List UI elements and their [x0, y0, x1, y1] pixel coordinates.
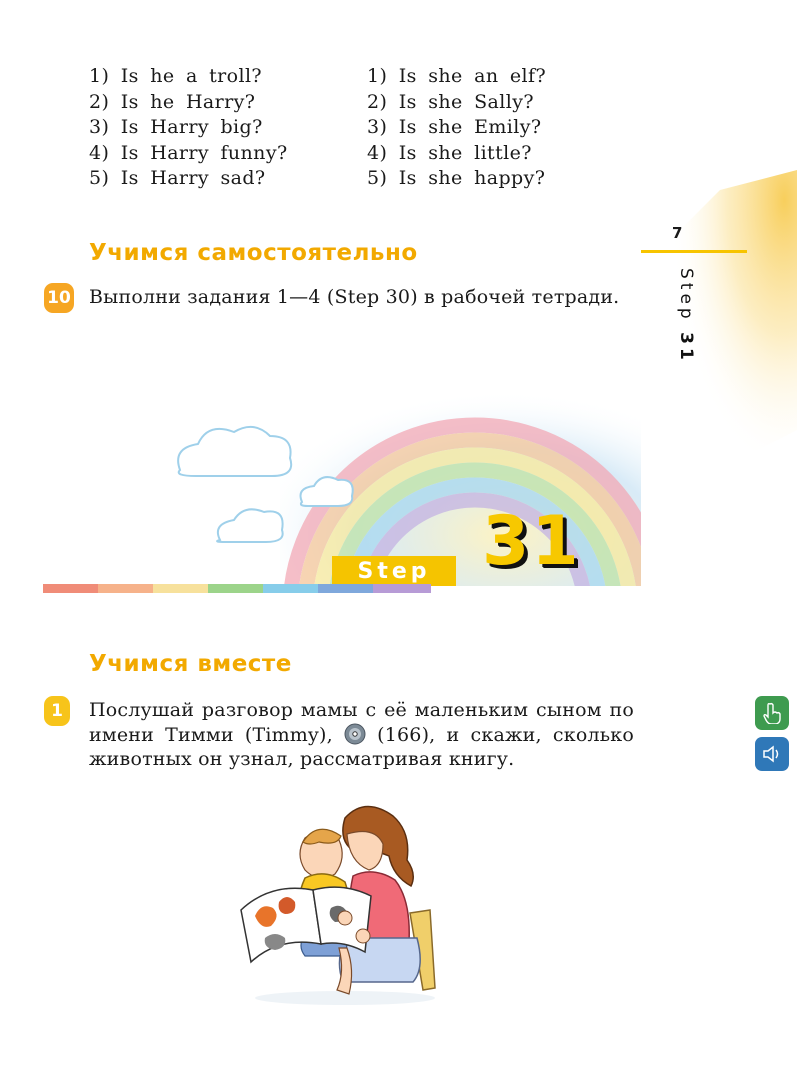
- mother-child-illustration: [235, 798, 445, 1008]
- speaker-icon: [762, 744, 782, 764]
- side-tab-step-number: 31: [676, 332, 696, 364]
- side-tab-unit-number: 7: [672, 224, 683, 242]
- banner-stripe: [208, 584, 263, 593]
- banner-stripe: [373, 584, 431, 593]
- task-number-badge: 1: [44, 696, 70, 726]
- question-list-left: [89, 64, 288, 192]
- question-item: 3) Is she Emily?: [367, 116, 542, 139]
- question-item: 3) Is Harry big?: [89, 116, 263, 139]
- section-heading-self: Учимся самостоятельно: [89, 240, 418, 266]
- question-item: 5) Is Harry sad?: [89, 167, 266, 190]
- banner-stripe: [98, 584, 153, 593]
- audio-button[interactable]: [755, 737, 789, 771]
- question-item: 1) Is she an elf?: [367, 65, 547, 87]
- banner-step-label: Step: [332, 556, 456, 586]
- question-item: 2) Is she Sally?: [367, 90, 534, 113]
- side-tab-label: [660, 268, 696, 408]
- question-item: 5) Is she happy?: [367, 167, 546, 190]
- question-item: 2) Is he Harry?: [89, 90, 256, 113]
- cd-audio-icon[interactable]: [344, 723, 366, 745]
- task-text-self: Выполни задания 1—4 (Step 30) в рабочей тетради.: [89, 286, 620, 308]
- banner-stripe: [263, 584, 318, 593]
- side-tab-step-word: Step: [676, 268, 696, 323]
- question-item: 4) Is Harry funny?: [89, 141, 288, 164]
- side-tab-rule: [641, 250, 747, 253]
- banner-step-number: 31: [482, 502, 581, 581]
- question-item: 1) Is he a troll?: [89, 65, 263, 87]
- question-list-right: [367, 64, 546, 192]
- question-item: 4) Is she little?: [367, 141, 532, 164]
- task-text-part: (166), и скажи, сколько животных он узнал, рассматривая книгу.: [89, 723, 634, 770]
- hand-pointer-icon: [762, 702, 782, 724]
- banner-stripe: [43, 584, 98, 593]
- task-number-badge: 10: [44, 283, 74, 313]
- banner-stripe: [318, 584, 373, 593]
- task-text-together: [89, 698, 634, 772]
- task-text-part: Послушай разговор мамы с её маленьким сыном по имени Тимми (Timmy),: [89, 699, 634, 746]
- banner-stripe: [153, 584, 208, 593]
- touch-mode-button[interactable]: [755, 696, 789, 730]
- section-heading-together: Учимся вместе: [89, 651, 292, 677]
